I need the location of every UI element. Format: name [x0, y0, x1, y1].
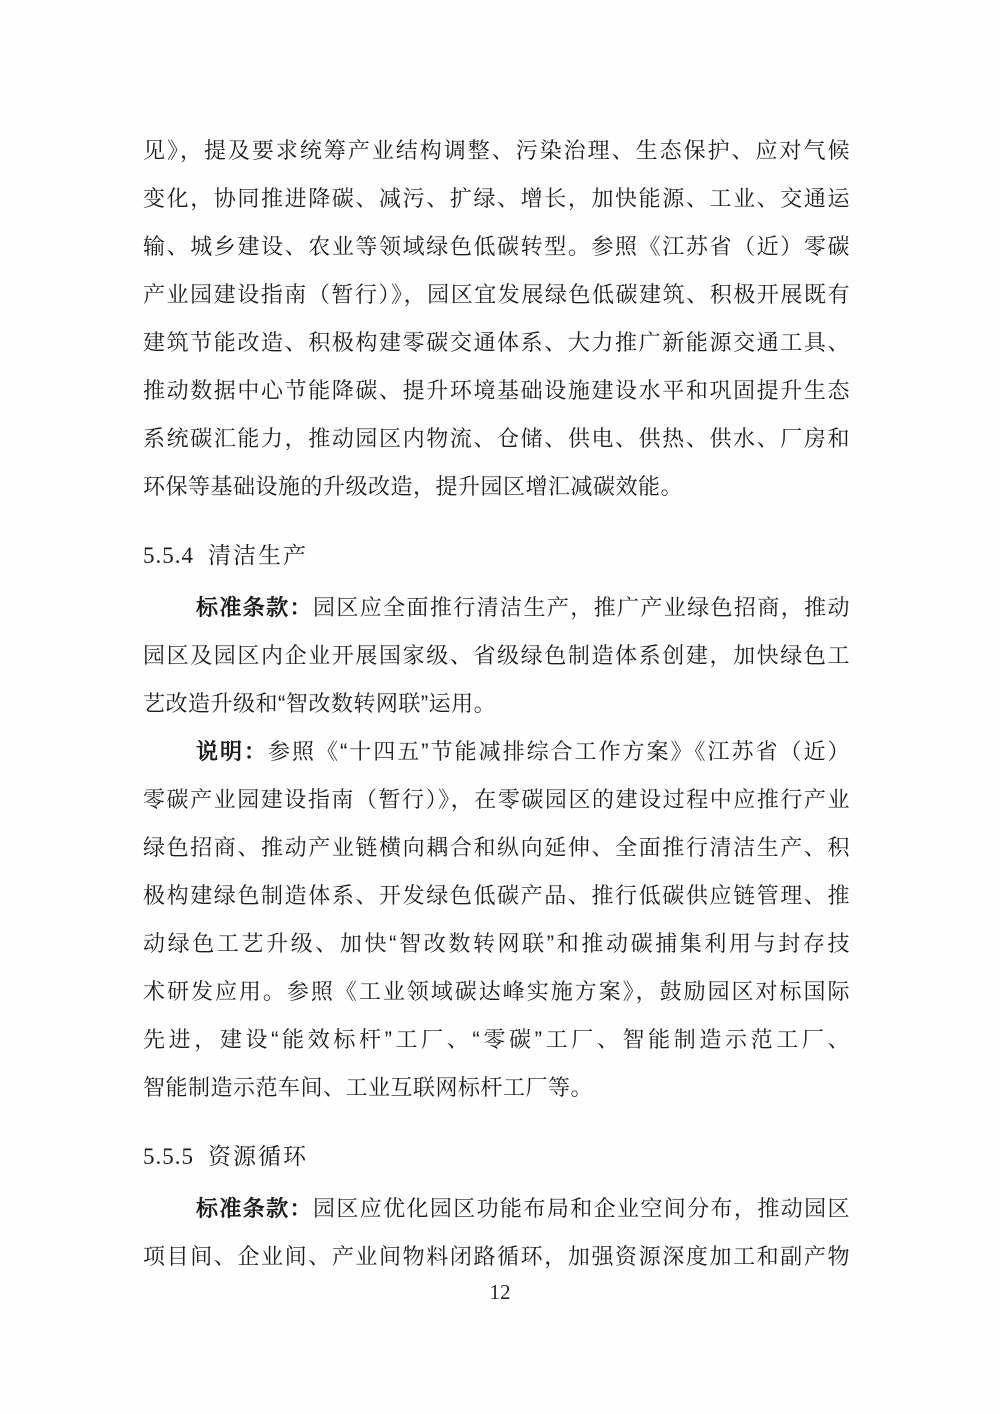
paragraph-clause	[143, 1185, 850, 1281]
text-line: 绿色招商、推动产业链横向耦合和纵向延伸、全面推行清洁生产、积	[143, 835, 850, 860]
explanation-label: 说明：	[196, 739, 268, 764]
text-line: 推动数据中心节能降碳、提升环境基础设施建设水平和巩固提升生态	[143, 378, 850, 403]
section-heading-5-5-4	[143, 531, 850, 579]
text-line: 见》，提及要求统筹产业结构调整、污染治理、生态保护、应对气候	[143, 138, 850, 163]
text-line	[143, 728, 850, 776]
text-line: 艺改造升级和“智改数转网联”运用。	[143, 691, 497, 716]
text-line: 项目间、企业间、产业间物料闭路循环，加强资源深度加工和副产物	[143, 1244, 850, 1269]
clause-text: 园区应优化园区功能布局和企业空间分布，推动园区	[312, 1196, 850, 1221]
text-line	[143, 584, 850, 632]
text-line: 建筑节能改造、积极构建零碳交通体系、大力推广新能源交通工具、	[143, 330, 850, 355]
text-line: 智能制造示范车间、工业互联网标杆工厂等。	[143, 1075, 594, 1100]
text-line: 系统碳汇能力，推动园区内物流、仓储、供电、供热、供水、厂房和	[143, 426, 850, 451]
text-line: 产业园建设指南（暂行）》，园区宜发展绿色低碳建筑、积极开展既有	[143, 282, 850, 307]
text-block	[143, 127, 850, 1281]
text-line: 环保等基础设施的升级改造，提升园区增汇减碳效能。	[143, 474, 684, 499]
section-title: 清洁生产	[208, 542, 308, 568]
clause-label: 标准条款：	[196, 595, 313, 620]
section-number: 5.5.4	[143, 543, 194, 568]
paragraph-continuation	[143, 127, 850, 511]
text-line: 变化，协同推进降碳、减污、扩绿、增长，加快能源、工业、交通运	[143, 186, 850, 211]
section-title: 资源循环	[208, 1143, 308, 1169]
text-line: 零碳产业园建设指南（暂行）》，在零碳园区的建设过程中应推行产业	[143, 787, 850, 812]
paragraph-clause	[143, 584, 850, 728]
text-line: 输、城乡建设、农业等领域绿色低碳转型。参照《江苏省（近）零碳	[143, 234, 850, 259]
section-heading-5-5-5	[143, 1132, 850, 1180]
section-number: 5.5.5	[143, 1144, 194, 1169]
text-line: 极构建绿色制造体系、开发绿色低碳产品、推行低碳供应链管理、推	[143, 883, 850, 908]
text-line	[143, 1185, 850, 1233]
text-line: 动绿色工艺升级、加快“智改数转网联”和推动碳捕集利用与封存技	[143, 931, 850, 956]
clause-text: 园区应全面推行清洁生产，推广产业绿色招商，推动	[312, 595, 850, 620]
clause-label: 标准条款：	[196, 1196, 313, 1221]
text-line: 术研发应用。参照《工业领域碳达峰实施方案》，鼓励园区对标国际	[143, 979, 850, 1004]
explanation-text: 参照《“十四五”节能减排综合工作方案》《江苏省（近）	[267, 739, 850, 764]
paragraph-explanation	[143, 728, 850, 1112]
text-line: 先进，建设“能效标杆”工厂、“零碳”工厂、智能制造示范工厂、	[143, 1027, 850, 1052]
page-number: 12	[489, 1280, 511, 1304]
text-line: 园区及园区内企业开展国家级、省级绿色制造体系创建，加快绿色工	[143, 643, 850, 668]
